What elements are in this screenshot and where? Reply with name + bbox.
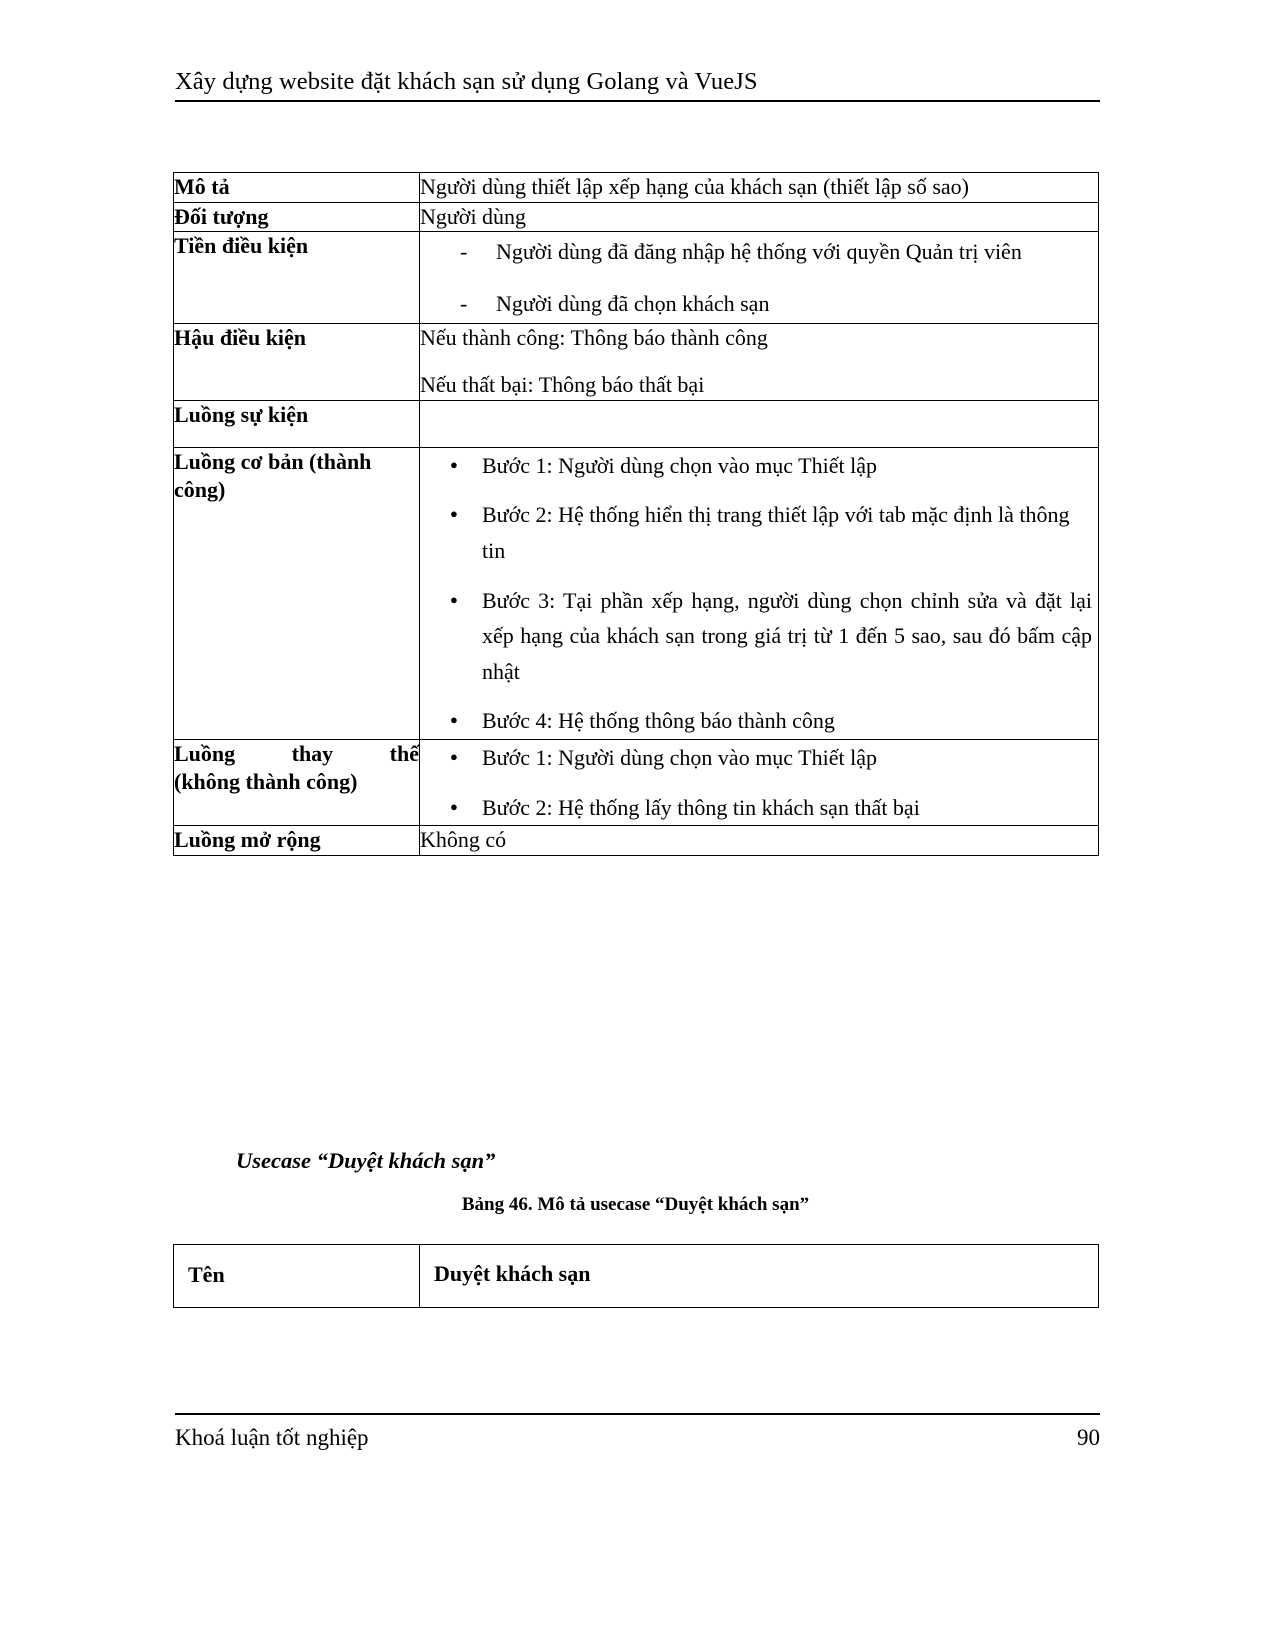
row-value-luong-mo-rong	[420, 826, 1099, 856]
basic-flow-list	[420, 448, 1098, 739]
table-row	[174, 232, 1099, 324]
usecase-description-table	[173, 172, 1099, 856]
row-value-doi-tuong	[420, 202, 1099, 232]
row-value-mo-ta	[420, 173, 1099, 203]
label-line: Luồng cơ bản (thành	[174, 448, 372, 474]
table-row	[174, 740, 1099, 826]
table-caption: Bảng 46. Mô tả usecase “Duyệt khách sạn”	[461, 1194, 810, 1215]
row-value-hau-dieu-kien	[420, 324, 1099, 400]
table-row	[174, 173, 1099, 203]
row-label-ten: Tên	[174, 1245, 420, 1308]
label-line: công)	[174, 476, 226, 502]
paragraph: Không có	[420, 827, 507, 853]
label-line: (không thành công)	[174, 769, 358, 795]
paragraph: Người dùng thiết lập xếp hạng của khách sạn (thiết lập số sao)	[420, 174, 969, 199]
table-row	[174, 447, 1099, 739]
table-row	[174, 1245, 1099, 1308]
list-item: - Người dùng đã chọn khách sạn	[496, 286, 1090, 322]
table-row	[174, 324, 1099, 400]
row-label-mo-ta: Mô tả	[174, 173, 420, 203]
list-item: ● Bước 1: Người dùng chọn vào mục Thiết lập	[482, 448, 1092, 484]
row-value-luong-su-kien	[420, 400, 1099, 447]
footer-label: Khoá luận tốt nghiệp	[175, 1425, 369, 1450]
document-running-header	[175, 68, 1100, 102]
list-item: ● Bước 2: Hệ thống hiển thị trang thiết lập với tab mặc định là thông tin	[482, 497, 1092, 568]
row-label-doi-tuong: Đối tượng	[174, 202, 420, 232]
list-item: ● Bước 3: Tại phần xếp hạng, người dùng chọn chỉnh sửa và đặt lại xếp hạng của khách sạn trong giá trị từ 1 đến 5 sao, sau đó bấm cập nhật	[482, 583, 1092, 690]
row-value-ten: Duyệt khách sạn	[420, 1245, 1099, 1308]
list-item: ● Bước 4: Hệ thống thông báo thành công	[482, 703, 1092, 739]
list-item: - Người dùng đã đăng nhập hệ thống với quyền Quản trị viên	[496, 234, 1090, 270]
label-line: Luồng thay thế	[174, 741, 419, 766]
precondition-list	[420, 234, 1098, 321]
row-label-luong-su-kien: Luồng sự kiện	[174, 400, 420, 447]
list-item: ● Bước 2: Hệ thống lấy thông tin khách sạn thất bại	[482, 790, 1092, 826]
paragraph: Nếu thất bại: Thông báo thất bại	[420, 372, 705, 398]
row-value-tien-dieu-kien	[420, 232, 1099, 324]
list-item: ● Bước 1: Người dùng chọn vào mục Thiết lập	[482, 740, 1092, 776]
row-label-hau-dieu-kien: Hậu điều kiện	[174, 324, 420, 400]
row-value-luong-co-ban	[420, 447, 1099, 739]
page-number: 90	[1077, 1425, 1100, 1450]
paragraph: Nếu thành công: Thông báo thành công	[420, 325, 768, 351]
document-footer	[175, 1413, 1100, 1451]
alternate-flow-list	[420, 740, 1098, 825]
usecase-description-table-2	[173, 1244, 1099, 1308]
paragraph: Người dùng	[420, 203, 527, 229]
table-row	[174, 826, 1099, 856]
row-label-tien-dieu-kien: Tiền điều kiện	[174, 232, 420, 324]
section-heading: Usecase “Duyệt khách sạn”	[236, 1148, 496, 1173]
row-label-luong-mo-rong: Luồng mở rộng	[174, 826, 420, 856]
table-row	[174, 400, 1099, 447]
row-value-luong-thay-the	[420, 740, 1099, 826]
document-title: Xây dựng website đặt khách sạn sử dụng Golang và VueJS	[175, 68, 758, 95]
row-label-luong-thay-the	[174, 740, 420, 826]
row-label-luong-co-ban	[174, 447, 420, 739]
table-row	[174, 202, 1099, 232]
